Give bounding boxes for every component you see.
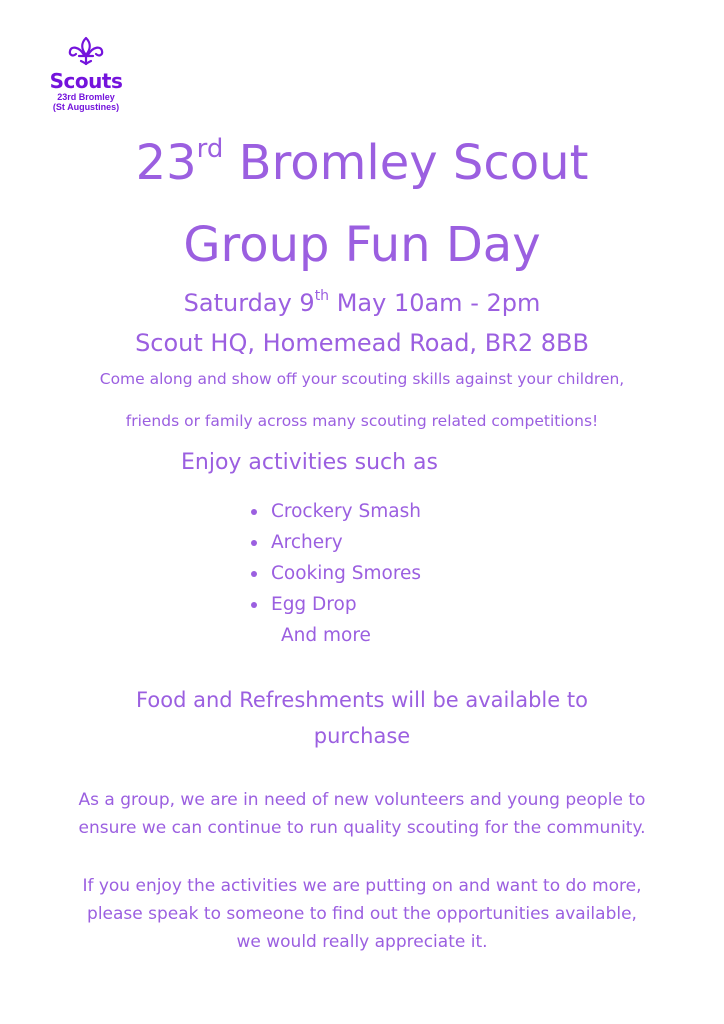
title-line-1 [0,122,724,204]
event-venue: Scout HQ, Homemead Road, BR2 8BB [135,329,589,357]
volunteers-line-2: ensure we can continue to run quality scouting for the community. [78,818,646,838]
logo-wordmark: Scouts [49,69,123,93]
logo-group-parish: (St Augustines) [52,102,120,112]
logo-group-name: 23rd Bromley [57,92,115,102]
bullet-icon [251,509,257,515]
activity-label: Archery [271,532,343,553]
bullet-icon [251,602,257,608]
food-notice [60,682,664,754]
list-item [249,496,421,527]
list-item [249,558,421,589]
event-date [0,283,724,323]
activities-list [249,496,421,620]
title-number: 23 [135,135,197,191]
intro-line-1: Come along and show off your scouting skills against your children, [99,370,625,388]
activity-label: Crockery Smash [271,501,421,522]
bullet-icon [251,571,257,577]
food-line-2: purchase [313,724,411,748]
activities-more: And more [281,625,371,646]
volunteers-paragraph [0,786,724,842]
closing-paragraph [0,872,724,956]
event-date-day: Saturday 9 [183,289,315,317]
event-date-time: May 10am - 2pm [329,289,541,317]
food-line-1: Food and Refreshments will be available to [136,688,588,712]
activities-heading: Enjoy activities such as [181,450,438,475]
page-title [0,122,724,286]
closing-line-1: If you enjoy the activities we are putting on and want to do more, [82,876,642,896]
event-details [0,283,724,363]
scouts-logo [40,36,132,112]
volunteers-line-1: As a group, we are in need of new volunteers and young people to [78,790,646,810]
intro-text [0,367,724,433]
closing-line-3: we would really appreciate it. [236,932,488,952]
activity-label: Cooking Smores [271,563,422,584]
activity-label: Egg Drop [271,594,357,615]
closing-line-2: please speak to someone to find out the opportunities available, [87,904,637,924]
list-item [249,527,421,558]
intro-line-2: friends or family across many scouting related competitions! [125,412,599,430]
bullet-icon [251,540,257,546]
fleur-de-lis-icon [66,36,106,68]
title-rest: Bromley Scout [223,135,589,191]
list-item [249,589,421,620]
title-ordinal: rd [196,134,224,164]
title-line-2: Group Fun Day [183,217,541,273]
event-date-ordinal: th [314,288,330,304]
